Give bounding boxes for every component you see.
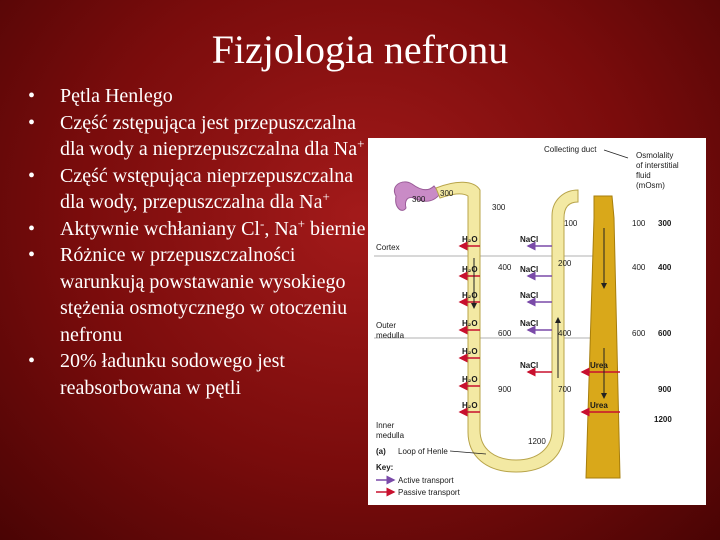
duct-value: 400: [632, 263, 646, 272]
bullet-text: 20% ładunku sodowego jest reabsorbowana w pętli: [60, 350, 285, 399]
nacl-label: NaCl: [520, 319, 539, 328]
nephron-svg: [368, 138, 706, 505]
bullet-item: [28, 163, 373, 216]
ascending-value: 400: [558, 329, 572, 338]
h2o-label: H₂O: [462, 375, 478, 384]
collecting-duct: [586, 196, 620, 478]
bullet-text: Aktywnie wchłaniany Cl: [60, 217, 260, 240]
collecting-duct-label: Collecting duct: [544, 145, 597, 154]
h2o-label: H₂O: [462, 319, 478, 328]
bullet-item: [28, 110, 373, 163]
region-outer-label: Outer: [376, 321, 397, 330]
slide-title: Fizjologia nefronu: [211, 27, 509, 72]
region-inner-label: Inner: [376, 421, 395, 430]
bullet-dot: •: [28, 111, 36, 134]
bullet-item: [28, 216, 373, 243]
bullet-dot: •: [28, 85, 36, 107]
interstitial-value: 900: [658, 385, 672, 394]
bullet-text: Różnice w przepuszczalności warunkują powstawanie wysokiego stężenia osmotycznego w otoczeniu nefronu: [60, 244, 348, 346]
panel-label: (a): [376, 447, 386, 456]
key-title: Key:: [376, 463, 394, 472]
region-cortex-label: Cortex: [376, 243, 400, 252]
interstitial-value: 600: [658, 329, 672, 338]
bullet-item: [28, 83, 373, 110]
nacl-label: NaCl: [520, 235, 539, 244]
superscript: +: [322, 189, 330, 204]
h2o-label: H₂O: [462, 265, 478, 274]
osmolality-title-3: fluid: [636, 171, 651, 180]
osmolality-title-4: (mOsm): [636, 181, 665, 190]
descending-value: 600: [498, 329, 512, 338]
key-active-label: Active transport: [398, 476, 454, 485]
duct-value: 100: [632, 219, 646, 228]
bullet-text: biernie: [304, 217, 366, 240]
bullet-dot: •: [28, 350, 36, 372]
region-inner-label-2: medulla: [376, 431, 405, 440]
bullet-text: Pętla Henlego: [60, 85, 173, 107]
h2o-label: H₂O: [462, 347, 478, 356]
loop-of-henle-label: Loop of Henle: [398, 447, 448, 456]
osmolality-title-1: Osmolality: [636, 151, 674, 160]
proximal-value: 300: [412, 195, 426, 204]
h2o-label: H₂O: [462, 291, 478, 300]
ascending-value: 700: [558, 385, 572, 394]
bullet-list: [28, 83, 373, 401]
bullet-text: , Na: [264, 217, 298, 240]
descending-value: 900: [498, 385, 512, 394]
h2o-label: H₂O: [462, 401, 478, 410]
nacl-label: NaCl: [520, 291, 539, 300]
ascending-value: 100: [564, 219, 578, 228]
h2o-label: H₂O: [462, 235, 478, 244]
region-outer-label-2: medulla: [376, 331, 405, 340]
ascending-value: 200: [558, 259, 572, 268]
osmolality-title-2: of interstitial: [636, 161, 679, 170]
superscript: -: [259, 215, 265, 231]
loop-of-henle: [436, 182, 578, 472]
nacl-label: NaCl: [520, 361, 539, 370]
bullet-item: [28, 348, 373, 401]
descending-value: 300: [440, 189, 454, 198]
descending-value: 300: [492, 203, 506, 212]
urea-label: Urea: [590, 361, 608, 370]
bullet-text: Część wstępująca nieprzepuszczalna dla wody, przepuszczalna dla Na: [60, 164, 354, 213]
key-passive-label: Passive transport: [398, 488, 460, 497]
nephron-diagram: [368, 138, 706, 505]
duct-value: 600: [632, 329, 646, 338]
superscript: +: [297, 215, 305, 231]
bullet-dot: •: [28, 244, 36, 266]
interstitial-value: 300: [658, 219, 672, 228]
bullet-dot: •: [28, 164, 36, 187]
bullet-item: [28, 242, 373, 348]
descending-value: 400: [498, 263, 512, 272]
urea-label: Urea: [590, 401, 608, 410]
nacl-label: NaCl: [520, 265, 539, 274]
descending-value: 1200: [528, 437, 546, 446]
superscript: +: [357, 136, 365, 151]
bullet-dot: •: [28, 217, 36, 240]
bullet-text: Część zstępująca jest przepuszczalna dla wody a nieprzepuszczalna dla Na: [60, 111, 358, 160]
interstitial-value: 400: [658, 263, 672, 272]
interstitial-value: 1200: [654, 415, 672, 424]
collecting-duct-leader: [604, 150, 628, 158]
